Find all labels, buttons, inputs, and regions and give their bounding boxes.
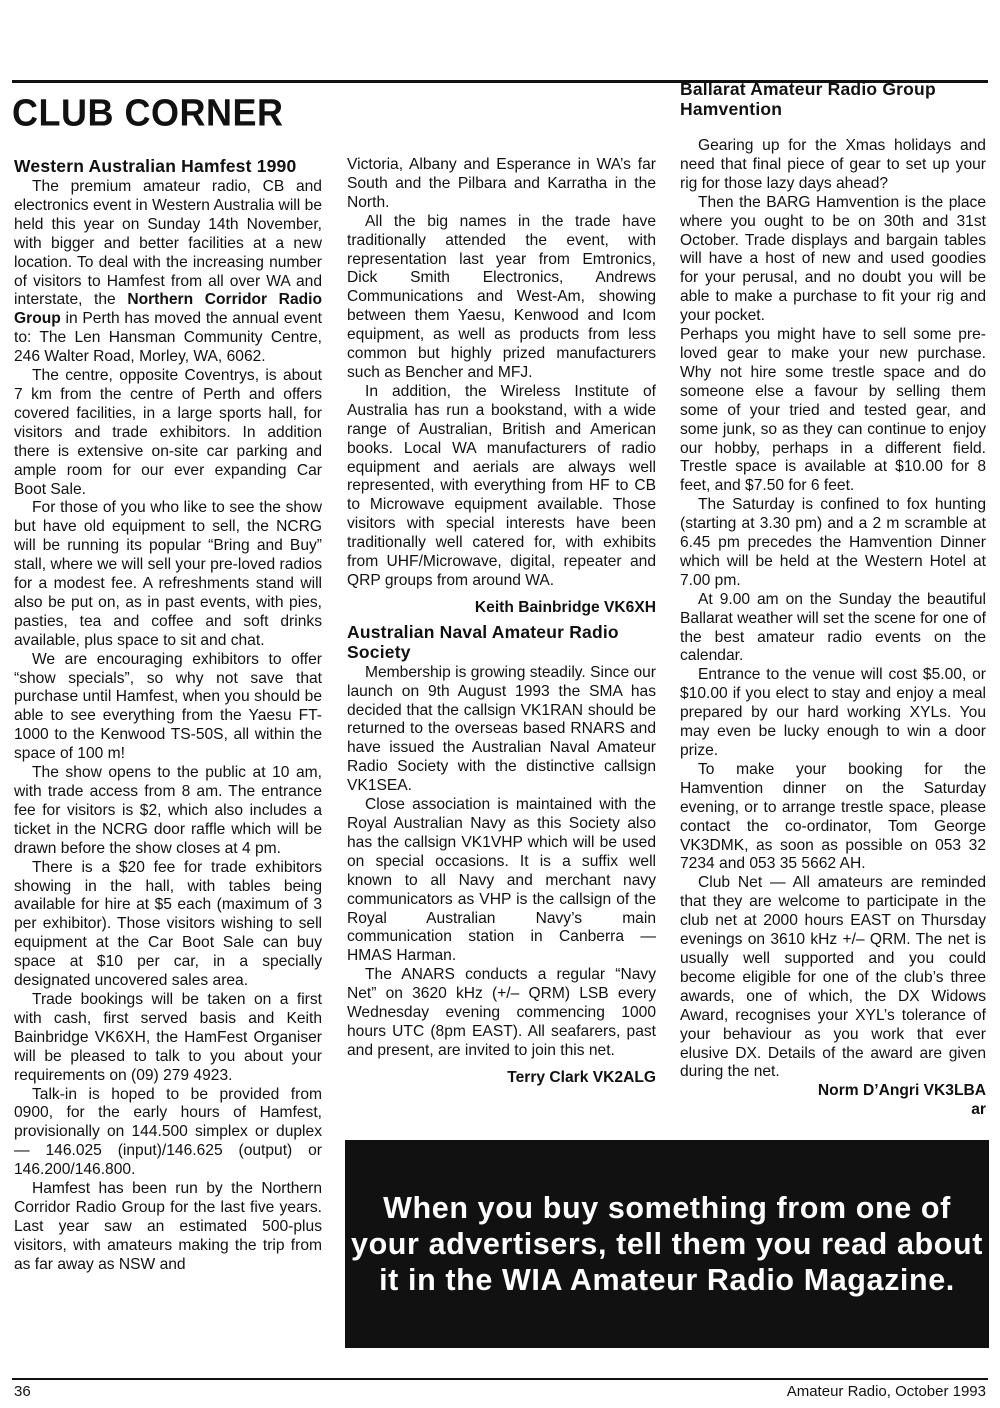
- paragraph: Gearing up for the Xmas holidays and need that final piece of gear to set up your rig for those lazy days ahead?: [680, 137, 986, 192]
- paragraph: To make your booking for the Hamvention dinner on the Saturday evening, or to arrange trestle space, please contact the co-ordinator, Tom George VK3DMK, as soon as possible on 053 32 7234 and 053 35 5662 AH.: [680, 760, 986, 873]
- end-mark: ar: [971, 1101, 986, 1119]
- advert-box: [345, 1140, 989, 1348]
- signature-anars: Terry Clark VK2ALG: [507, 1068, 656, 1086]
- paragraph: Then the BARG Hamvention is the place where you ought to be on 30th and 31st October. Trade displays and bargain tables will have a host of new and used goodies for your perusal, and no doubt you will be able to make a purchase to fit your rig and your pocket.: [680, 193, 986, 325]
- paragraph-continued: Victoria, Albany and Esperance in WA’s far South and the Pilbara and Karratha in the North.: [347, 156, 656, 211]
- signature-hamfest: Keith Bainbridge VK6XH: [474, 598, 656, 616]
- bold-inline: Northern Corridor Radio Group: [14, 291, 322, 328]
- article-title-barg: Ballarat Amateur Radio Group Hamvention: [680, 79, 936, 119]
- paragraph: The Saturday is confined to fox hunting (starting at 3.30 pm) and a 2 m scramble at 6.45 pm precedes the Hamvention Dinner which will be held at the Western Hotel at 7.00 pm.: [680, 496, 986, 589]
- paragraph: The ANARS conducts a regular “Navy Net” on 3620 kHz (+/– QRM) LSB every Wednesday evening commencing 1000 hours UTC (8pm EAST). All seafarers, past and present, are invited to join this net.: [347, 966, 656, 1059]
- spacer: [680, 121, 986, 137]
- paragraph: Membership is growing steadily. Since our launch on 9th August 1993 the SMA has decided that the callsign VK1RAN should be returned to the overseas based RNARS and have issued the Australian Naval Amateur Radio Society with the distinctive callsign VK1SEA.: [347, 663, 656, 795]
- column-1: [14, 156, 322, 1275]
- paragraph: Hamfest has been run by the Northern Corridor Radio Group for the last five years. Last year saw an estimated 500-plus visitors, with amateurs making the trip from as far away as NSW and: [14, 1180, 322, 1273]
- paragraph: Trade bookings will be taken on a first with cash, first served basis and Keith Bainbridge VK6XH, the HamFest Organiser will be pleased to talk to you about your requirements on (09) 279 4923.: [14, 990, 322, 1084]
- publication-info: Amateur Radio, October 1993: [786, 1383, 986, 1400]
- paragraph: Talk-in is hoped to be provided from 0900, for the early hours of Hamfest, provisionally on 144.500 simplex or duplex — 146.025 (input)/146.625 (output) or 146.200/146.800.: [14, 1085, 322, 1179]
- paragraph: Close association is maintained with the Royal Australian Navy as this Society also has the callsign VK1VHP which will be used on special occasions. It is a suffix well known to all Navy and merchant navy communicators as VHP is the callsign of the Royal Australian Navy’s main communication station in Canberra — HMAS Harman.: [347, 796, 656, 965]
- paragraph: Club Net — All amateurs are reminded that they are welcome to participate in the club net at 2000 hours EAST on Thursday evenings on 3610 kHz +/– QRM. The net is usually well supported and you could become eligible for one of the club’s three awards, one of which, the DX Widows Award, recognises your XYL’s tolerance of your behaviour as you work that ever elusive DX. Details of the award are given during the net.: [680, 874, 986, 1081]
- paragraph: At 9.00 am on the Sunday the beautiful Ballarat weather will set the scene for one of the best amateur radio events on the calendar.: [680, 590, 986, 665]
- paragraph: The show opens to the public at 10 am, with trade access from 8 am. The entrance fee for visitors is $2, which also includes a ticket in the NCRG door raffle which will be drawn before the show closes at 4 pm.: [14, 764, 322, 857]
- paragraph: In addition, the Wireless Institute of Australia has run a bookstand, with a wide range of Australian, British and American books. Local WA manufacturers of radio equipment and aerials are always well represented, with everything from HF to CB to Microwave equipment available. Those visitors with special interests have been traditionally well catered for, with exhibits from UHF/Microwave, digital, repeater and QRP groups from around WA.: [347, 382, 656, 589]
- footer-rule: [12, 1378, 988, 1380]
- article-title-anars: Australian Naval Amateur Radio Society: [347, 621, 619, 662]
- paragraph: For those of you who like to see the show but have old equipment to sell, the NCRG will be running its popular “Bring and Buy” stall, where we will sell your pre-loved radios for a modest fee. A refreshments stand will also be put on, as in past events, with pies, pasties, tea and coffee and soft drinks available, plus space to sit and chat.: [14, 499, 322, 649]
- paragraph: We are encouraging exhibitors to offer “show specials”, so why not save that purchase until Hamfest, when you should be able to see everything from the Yaesu FT-1000 to the Kenwood TS-50S, all within the space of 100 m!: [14, 650, 322, 763]
- paragraph: Perhaps you might have to sell some pre-loved gear to make your new purchase. Why not hire some trestle space and do someone else a favour by selling them some of your tried and tested gear, and some junk, so as they can continue to enjoy our hobby, perhaps in a different field. Trestle space is available at $10.00 for 8 feet, and $7.50 for 6 feet.: [680, 326, 986, 495]
- column-2: [347, 156, 656, 1092]
- paragraph: The centre, opposite Coventrys, is about 7 km from the centre of Perth and offers covered facilities, in a large sports hall, for visitors and trade exhibitors. In addition there is extensive on-site car parking and ample room for our ever expanding Car Boot Sale.: [14, 367, 322, 498]
- paragraph: All the big names in the trade have traditionally attended the event, with representation last year from Emtronics, Dick Smith Electronics, Andrews Communications and West-Am, showing between them Yaesu, Kenwood and Icom equipment, as well as products from less common but highly prized manufacturers such as Bencher and MFJ.: [347, 212, 656, 381]
- page-number: 36: [14, 1383, 31, 1400]
- section-title: CLUB CORNER: [12, 90, 284, 134]
- paragraph: The premium amateur radio, CB and electronics event in Western Australia will be held this year on Sunday 14th November, with bigger and better facilities at a new location. To deal with the increasing number of visitors to Hamfest from all over WA and interstate, the Northern Corridor Radio Group in Perth has moved the annual event to: The Len Hansman Community Centre, 246 Walter Road, Morley, WA, 6062.: [14, 178, 322, 366]
- paragraph: Entrance to the venue will cost $5.00, or $10.00 if you elect to stay and enjoy a meal prepared by our hard working XYLs. You may even be lucky enough to win a door prize.: [680, 666, 986, 759]
- article-title-hamfest: Western Australian Hamfest 1990: [14, 156, 297, 176]
- advert-text: When you buy something from one of your advertisers, tell them you read about it in the WIA Amateur Radio Magazine.: [351, 1191, 983, 1297]
- paragraph: There is a $20 fee for trade exhibitors showing in the hall, with tables being available for hire at $5 each (maximum of 3 per exhibitor). Those visitors wishing to sell equipment at the Car Boot Sale can buy space at $10 per car, in a specially designated uncovered sales area.: [14, 858, 322, 990]
- column-3: [680, 79, 986, 1120]
- signature-barg: Norm D’Angri VK3LBA: [817, 1082, 986, 1100]
